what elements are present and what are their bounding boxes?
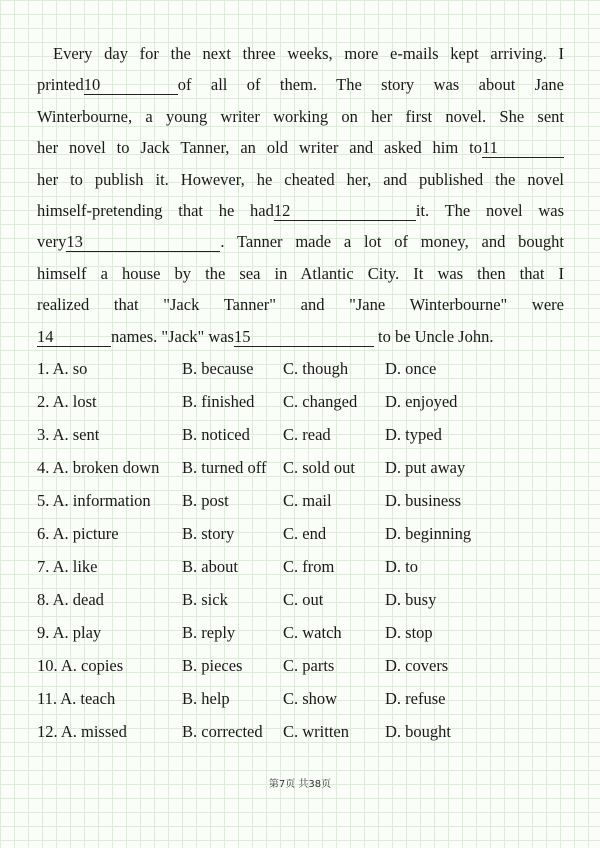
option-row: [37, 550, 564, 583]
option-row: [37, 682, 564, 715]
option-row: [37, 484, 564, 517]
option-c[interactable]: C. show: [283, 688, 338, 708]
option-c[interactable]: C. from: [283, 556, 335, 576]
passage-text: printed: [37, 75, 84, 95]
option-a[interactable]: 3. A. sent: [37, 424, 100, 444]
option-row: [37, 385, 564, 418]
option-c[interactable]: C. changed: [283, 391, 358, 411]
option-b[interactable]: B. because: [182, 358, 254, 378]
option-row: [37, 583, 564, 616]
option-c[interactable]: C. out: [283, 589, 324, 609]
option-c[interactable]: C. parts: [283, 655, 335, 675]
option-row: [37, 451, 564, 484]
option-row: [37, 352, 564, 385]
passage-line: [37, 195, 564, 226]
option-row: [37, 418, 564, 451]
option-d[interactable]: D. business: [385, 490, 462, 510]
option-a[interactable]: 11. A. teach: [37, 688, 116, 708]
option-a[interactable]: 6. A. picture: [37, 523, 119, 543]
option-row: [37, 715, 564, 748]
option-row: [37, 517, 564, 550]
passage-line: [37, 69, 564, 100]
cloze-passage: [37, 38, 564, 352]
option-d[interactable]: D. enjoyed: [385, 391, 458, 411]
answer-options: [37, 352, 564, 748]
passage-text: it. The novel was: [415, 201, 564, 221]
option-b[interactable]: B. pieces: [182, 655, 243, 675]
passage-text: her novel to Jack Tanner, an old writer and asked him to: [37, 138, 482, 158]
option-b[interactable]: B. turned off: [182, 457, 267, 477]
option-d[interactable]: D. beginning: [385, 523, 472, 543]
blank-13: 13: [66, 233, 220, 252]
option-row: [37, 616, 564, 649]
option-c[interactable]: C. sold out: [283, 457, 355, 477]
option-b[interactable]: B. sick: [182, 589, 228, 609]
option-a[interactable]: 10. A. copies: [37, 655, 124, 675]
passage-line: himself a house by the sea in Atlantic City. It was then that I: [37, 263, 564, 283]
option-c[interactable]: C. read: [283, 424, 331, 444]
passage-text: of all of them. The story was about Jane: [177, 75, 564, 95]
blank-15: 15: [234, 328, 374, 347]
blank-14: 14: [37, 328, 111, 347]
option-d[interactable]: D. busy: [385, 589, 437, 609]
option-d[interactable]: D. refuse: [385, 688, 446, 708]
passage-line: her to publish it. However, he cheated her, and published the novel: [37, 169, 564, 189]
passage-line: [37, 132, 564, 163]
option-d[interactable]: D. stop: [385, 622, 433, 642]
blank-11: 11: [482, 139, 564, 158]
worksheet-page: [37, 38, 564, 748]
blank-10: 10: [84, 76, 178, 95]
option-a[interactable]: 2. A. lost: [37, 391, 97, 411]
passage-text: to be Uncle John.: [377, 326, 494, 346]
option-c[interactable]: C. mail: [283, 490, 332, 510]
passage-text: . Tanner made a lot of money, and bought: [220, 232, 564, 252]
option-row: [37, 649, 564, 682]
passage-line: [37, 321, 564, 352]
option-d[interactable]: D. typed: [385, 424, 442, 444]
option-a[interactable]: 4. A. broken down: [37, 457, 160, 477]
option-a[interactable]: 7. A. like: [37, 556, 98, 576]
option-b[interactable]: B. about: [182, 556, 238, 576]
option-d[interactable]: D. to: [385, 556, 418, 576]
page-footer: 第7页 共38页: [268, 779, 332, 790]
option-b[interactable]: B. finished: [182, 391, 255, 411]
option-c[interactable]: C. though: [283, 358, 349, 378]
option-b[interactable]: B. noticed: [182, 424, 250, 444]
blank-12: 12: [274, 202, 416, 221]
passage-line: realized that "Jack Tanner" and "Jane Winterbourne" were: [37, 295, 564, 315]
option-b[interactable]: B. corrected: [182, 721, 263, 741]
option-a[interactable]: 12. A. missed: [37, 721, 127, 741]
passage-text: very: [37, 232, 67, 252]
option-c[interactable]: C. end: [283, 523, 327, 543]
option-d[interactable]: D. bought: [385, 721, 451, 741]
passage-line: [37, 226, 564, 257]
option-a[interactable]: 9. A. play: [37, 622, 102, 642]
option-d[interactable]: D. covers: [385, 655, 449, 675]
option-d[interactable]: D. put away: [385, 457, 466, 477]
option-b[interactable]: B. post: [182, 490, 229, 510]
passage-line: Every day for the next three weeks, more e-mails kept arriving. I: [53, 44, 564, 63]
option-c[interactable]: C. written: [283, 721, 349, 741]
option-a[interactable]: 5. A. information: [37, 490, 151, 510]
option-c[interactable]: C. watch: [283, 622, 342, 642]
option-a[interactable]: 1. A. so: [37, 358, 88, 378]
option-b[interactable]: B. reply: [182, 622, 236, 642]
option-b[interactable]: B. help: [182, 688, 230, 708]
option-d[interactable]: D. once: [385, 358, 437, 378]
option-b[interactable]: B. story: [182, 523, 235, 543]
passage-line: Winterbourne, a young writer working on her first novel. She sent: [37, 106, 564, 126]
passage-text: names. "Jack" was: [111, 326, 234, 346]
option-a[interactable]: 8. A. dead: [37, 589, 104, 609]
passage-text: himself-pretending that he had: [37, 201, 274, 221]
